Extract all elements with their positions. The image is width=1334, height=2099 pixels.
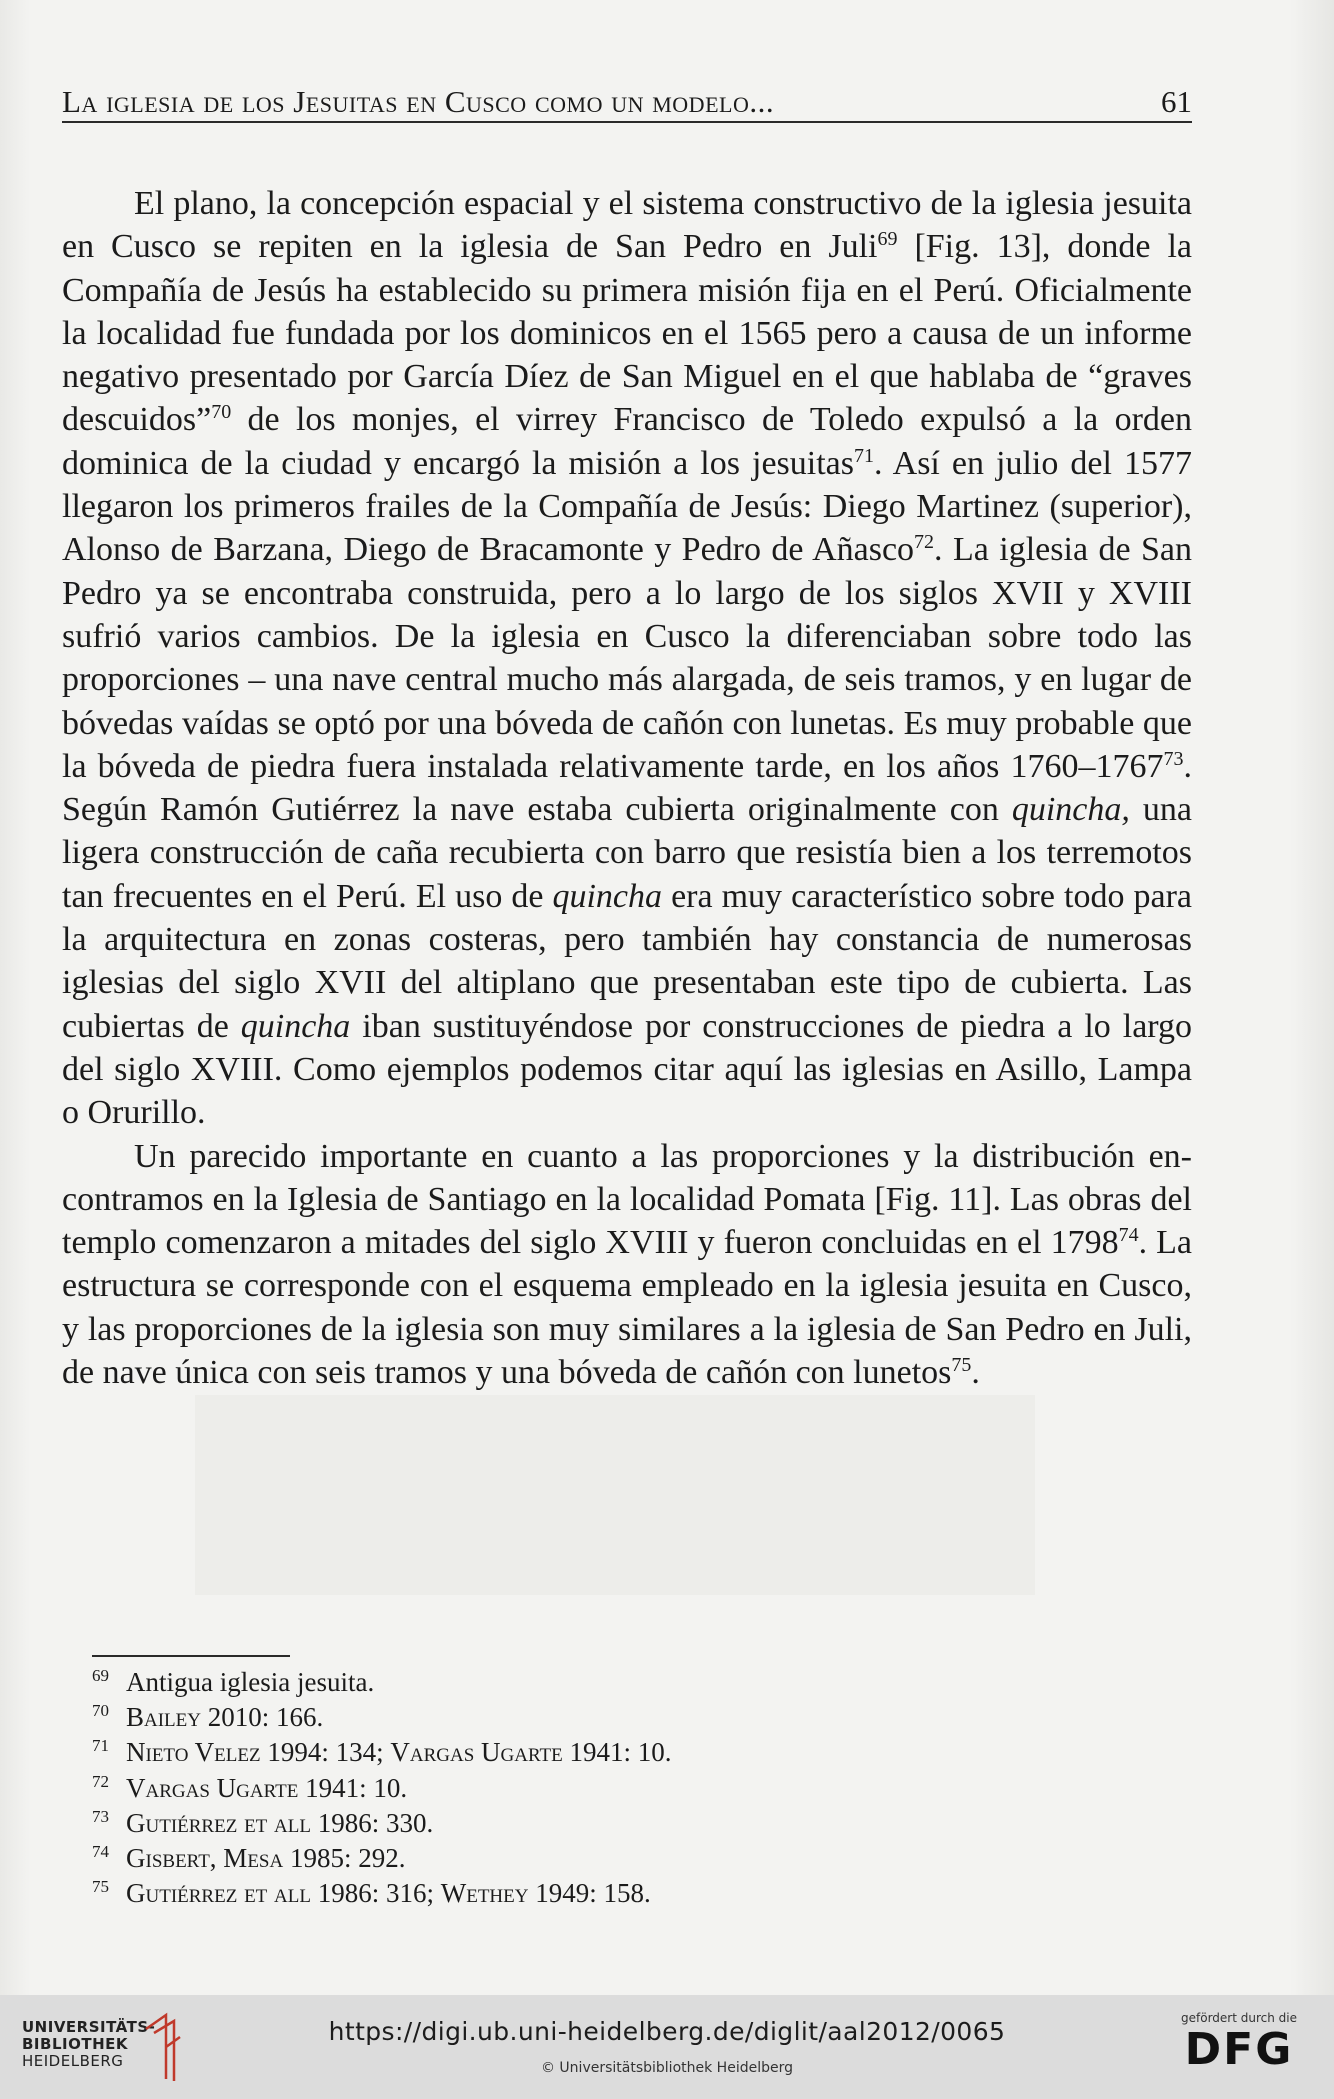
author-name: Gisbert, Mesa <box>126 1843 284 1874</box>
footnote-ref-75[interactable]: 75 <box>951 1354 972 1377</box>
author-name: Vargas Ugarte <box>126 1772 299 1803</box>
paragraph-2 <box>62 1135 1192 1395</box>
author-name: Nieto Velez <box>126 1737 261 1768</box>
footnote-text: 1941: 10. <box>562 1737 672 1768</box>
footnote-71: 71 Nieto Velez 1994: 134; Vargas Ugarte 1941: 10. <box>92 1736 672 1768</box>
text-run: . Según Ramón Gutiérrez la nave estaba cubierta originalmente con <box>62 747 1192 829</box>
text-run: [Fig. 13], donde la Compañía de Jesús ha establecido su primera misión fija en el Perú. Oficialmente la localidad fue fundada por los dominicos en el 1565 pero a causa de un informe negativo presentado por García Díez de San Miguel en el que hablaba de “graves descuidos” <box>62 228 1192 439</box>
footnotes <box>92 1665 1092 1911</box>
text-run: . La estructura se corresponde con el esquema empleado en la iglesia jesuita en Cusco, y las proporciones de la iglesia son muy similares a la iglesia de San Pedro en Juli, de nave única con seis tramos y una bóveda de cañón con lunetos <box>62 1224 1192 1392</box>
text-run: Un parecido importante en cuanto a las proporciones y la distribución encontramos en la Iglesia de Santiago en la localidad Pomata [Fig. 11]. Las obras del templo comenzaron a mitades del siglo XVIII y fueron concluidas en el 1798 <box>62 1137 1192 1262</box>
text-run: . Así en julio del 1577 llegaron los primeros frailes de la Compañía de Jesús: Diego Martinez (superior), Alonso de Barzana, Diego de Bracamonte y Pedro de Añasco <box>62 444 1192 569</box>
running-head-title: La iglesia de los Jesuitas en Cusco como un modelo... <box>62 84 775 119</box>
header-rule <box>62 121 1192 123</box>
copyright-notice: © Universitätsbibliothek Heidelberg <box>540 2060 793 2076</box>
italic-term: quincha <box>552 877 663 915</box>
text-run: era muy característico sobre todo para la arquitectura en zonas costeras, pero también hay constancia de numerosas iglesias del siglo XVII del altiplano que presentaban este tipo de cubierta. Las cubiertas de <box>62 877 1192 1045</box>
footnote-74: 74 Gisbert, Mesa 1985: 292. <box>92 1842 406 1874</box>
body-text <box>62 182 1192 1394</box>
footnote-72: 72 Vargas Ugarte 1941: 10. <box>92 1771 408 1803</box>
footnote-ref-70[interactable]: 70 <box>211 401 232 424</box>
author-name: Gutiérrez et all <box>126 1807 311 1838</box>
footnote-text: 1949: 158. <box>528 1878 651 1909</box>
footnote-ref-71[interactable]: 71 <box>853 444 874 467</box>
text-run: . <box>971 1354 980 1392</box>
footnote-ref-73[interactable]: 73 <box>1163 747 1184 770</box>
library-name-line: UNIVERSITÄTS- <box>22 2018 156 2036</box>
footnote-text: 2010: 166. <box>201 1702 324 1733</box>
dfg-logo[interactable] <box>1164 2011 1314 2075</box>
text-run: . La iglesia de San Pedro ya se encontraba construida, pero a lo largo de los siglos XVII y XVIII sufrió varios cambios. De la iglesia en Cusco la diferenciaban sobre todo las proporciones – una nave central mucho más alargada, de seis tramos, y en lugar de bóvedas vaídas se optó por una bóveda de cañón con lunetas. Es muy probable que la bóveda de piedra fuera instalada relativamente tarde, en los años 1760–1767 <box>62 531 1192 785</box>
footnote-ref-74[interactable]: 74 <box>1118 1224 1139 1247</box>
text-run: El plano, la concepción espacial y el sistema constructivo de la iglesia jesuita en Cusco se repiten en la iglesia de San Pedro en Juli <box>62 185 1192 266</box>
library-name-line: BIBLIOTHEK <box>22 2035 128 2053</box>
running-head <box>62 82 1192 122</box>
footnote-text: 1986: 316; <box>310 1878 441 1909</box>
footnote-ref-72[interactable]: 72 <box>914 531 935 554</box>
author-name: Gutiérrez et all <box>126 1878 311 1909</box>
footnote-text: 1994: 134; <box>260 1737 391 1768</box>
text-run: de los monjes, el virrey Francisco de Toledo expulsó a la orden dominica de la ciudad y encargó la misión a los jesuitas <box>62 401 1192 482</box>
text-run: una ligera construcción de caña recubierta con barro que resistía bien a los terremotos tan frecuentes en el Perú. El uso de <box>62 791 1193 915</box>
footnote-text: 1941: 10. <box>298 1772 408 1803</box>
footnote-text: Antigua iglesia jesuita. <box>126 1667 375 1697</box>
show-through-image <box>195 1395 1035 1595</box>
page-number: 61 <box>1161 84 1192 119</box>
paragraph-1 <box>62 182 1192 1135</box>
text-run: iban sustituyéndose por construcciones de piedra a lo largo del siglo XVIII. Como ejemplos podemos citar aquí las iglesias en Asillo, Lampa o Orurillo. <box>62 1007 1192 1132</box>
author-name: Vargas Ugarte <box>390 1737 563 1768</box>
footnote-70: 70 Bailey 2010: 166. <box>92 1701 324 1733</box>
footnote-rule <box>92 1655 290 1657</box>
footnote-text: 1985: 292. <box>283 1843 406 1874</box>
footnote-75: 75 Gutiérrez et all 1986: 316; Wethey 1949: 158. <box>92 1877 651 1909</box>
footnote-text: 1986: 330. <box>310 1807 434 1838</box>
library-name-line: HEIDELBERG <box>22 2052 124 2070</box>
author-name: Bailey <box>126 1702 201 1733</box>
sponsor-label: gefördert durch die <box>1181 2011 1297 2025</box>
footnote-ref-69[interactable]: 69 <box>877 228 898 251</box>
footnote-73: 73 Gutiérrez et all 1986: 330. <box>92 1806 434 1838</box>
author-name: Wethey <box>440 1878 529 1909</box>
permalink-url[interactable]: https://digi.ub.uni-heidelberg.de/diglit/aal2012/0065 <box>328 2017 1006 2046</box>
footnote-69: 69 Antigua iglesia jesuita. <box>92 1666 375 1697</box>
italic-term: quincha <box>240 1007 351 1045</box>
italic-term: quincha, <box>1011 791 1130 829</box>
viewer-footer <box>0 1995 1334 2099</box>
dfg-mark: DFG <box>1184 2024 1294 2075</box>
